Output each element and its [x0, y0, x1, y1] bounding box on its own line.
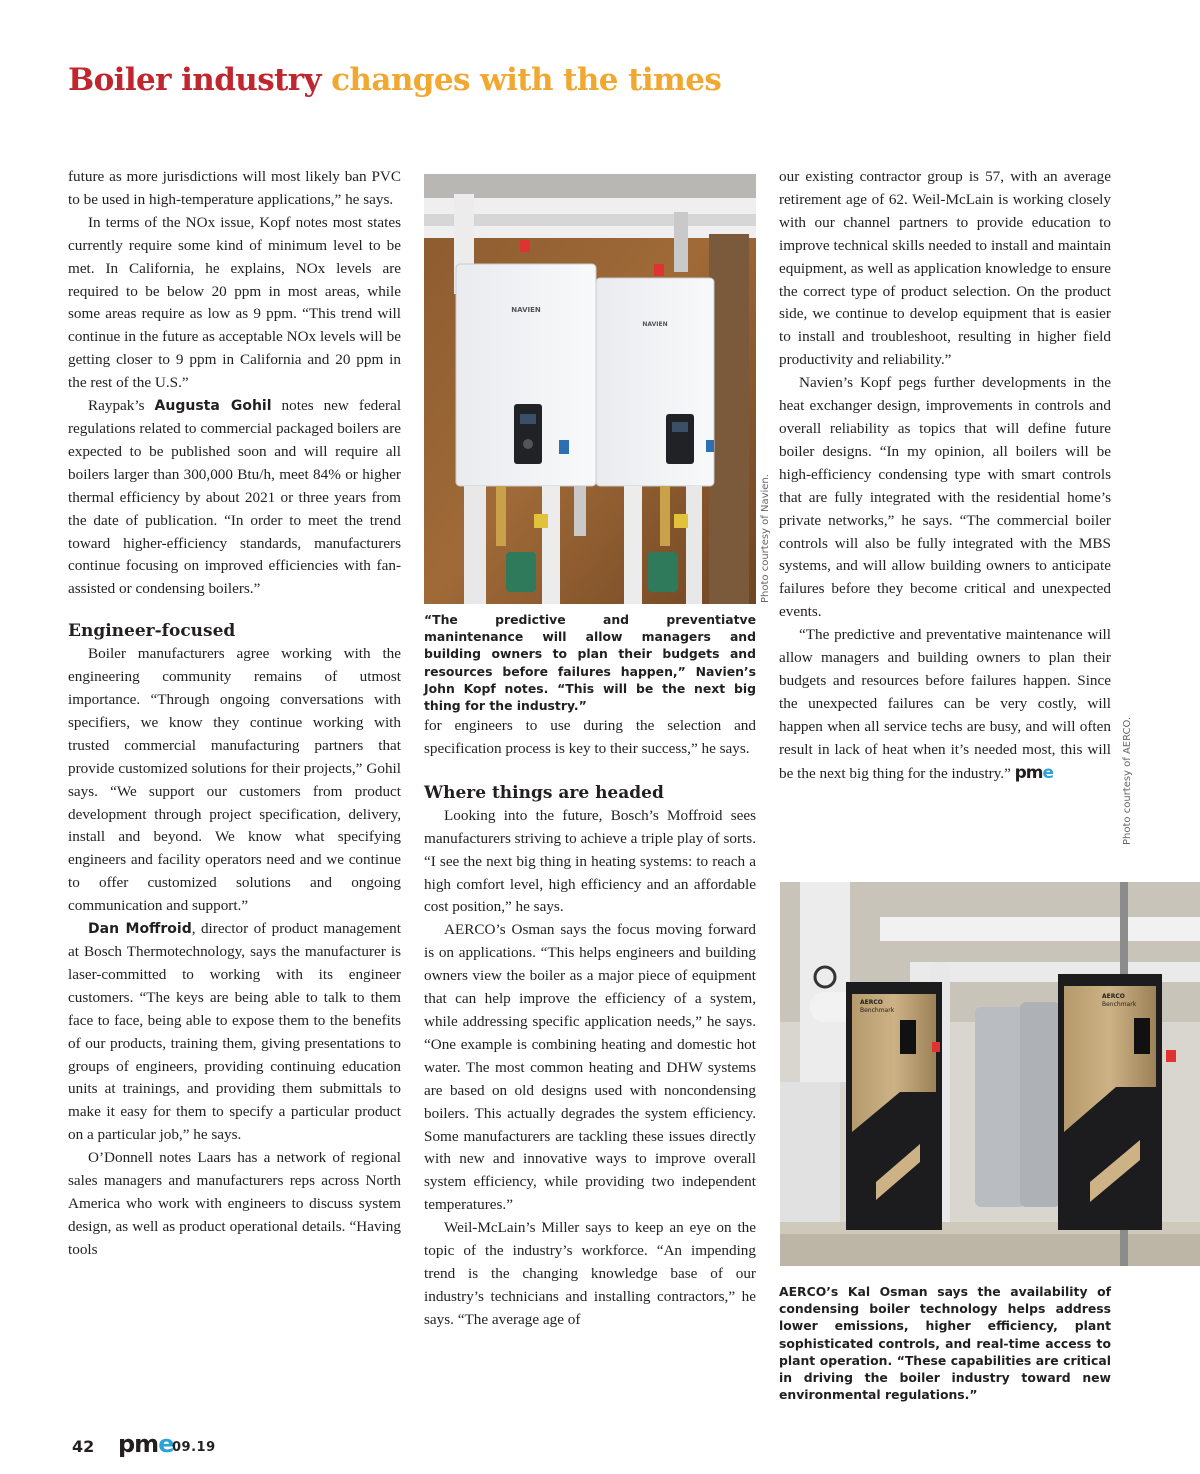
end-mark-logo [1015, 763, 1053, 783]
col1-paragraph-5 [68, 918, 401, 1147]
aerco-label-2: AERCO [1102, 993, 1125, 1000]
section-heading-where-things-are-headed: Where things are headed [424, 782, 664, 803]
person-name-gohil: Augusta Gohil [154, 398, 272, 415]
title-part-2: changes with the times [331, 62, 722, 98]
col3-paragraph-2: Navien’s Kopf pegs further developments in the heat exchanger design, improvements in controls and overall reliability as topics that will define future boiler designs. “In my opinion, all boilers will be high-efficiency condensing type with smart controls that are fully integrated with the residential home’s private networks,” he says. “The commercial boiler controls will also be fully integrated with the MBS systems, and will allow building owners to anticipate failures before they become critical and unexpected events. [779, 374, 1111, 621]
page-number: 42 [72, 1437, 95, 1456]
photo-navien-boilers [424, 174, 756, 604]
col2-paragraph-4: Weil-McLain’s Miller says to keep an eye on the topic of the industry’s workforce. “An impending trend is the changing knowledge base of our industry’s technicians and installing contractors,” he says. “The average age of [424, 1219, 756, 1328]
section-heading-engineer-focused: Engineer-focused [68, 621, 236, 642]
col1-paragraph-4: Boiler manufacturers agree working with the engineering community remains of utmost importance. “Through ongoing conversations with specifiers, we know they continue working with trusted commercial manufacturing partners that provide customized solutions for their projects,” Gohil says. “We support our customers from product development through project specification, delivery, install and beyond. We know what specifying engineers and facility operators need and we continue to offer customized solutions and ongoing communication and support.” [68, 645, 401, 915]
end-mark-e: e [1042, 762, 1054, 783]
col3-paragraph-3 [779, 624, 1111, 785]
caption-aerco: AERCO’s Kal Osman says the availability of condensing boiler technology helps address lower emissions, higher efficiency, plant sophisticated controls, and real-time access to plant operation. “These capabilities are critical in driving the boiler industry toward new environmental regulations.” [779, 1284, 1111, 1403]
issue-date: 09.19 [172, 1440, 216, 1455]
column-1 [68, 166, 401, 1262]
footer-logo-pm: pm [118, 1430, 159, 1458]
column-2 [424, 715, 756, 1332]
col1-p5-body: , director of product management at Bosch Thermotechnology, says the manufacturer is laser-committed to working with its engineer customers. “The keys are being able to talk to them face to face, being able to expose them to the benefits of our products, training them, giving presentations to groups of engineers, providing continuing education units at trainings, and providing them submittals to make it easy for them to specify a particular product on a particular job,” he says. [68, 920, 401, 1144]
photo-credit-aerco: Photo courtesy of AERCO. [1122, 716, 1133, 845]
col1-paragraph-3 [68, 395, 401, 601]
col2-paragraph-2: Looking into the future, Bosch’s Moffroid sees manufacturers striving to achieve a triple play of sorts. “I see the next big thing in heating systems: to reach a high comfort level, high efficiency and an affordable cost position,” he says. [424, 806, 756, 916]
navien-boilers-illustration [424, 174, 756, 604]
benchmark-label-2: Benchmark [1102, 1001, 1137, 1008]
title-part-1: Boiler industry [68, 62, 321, 98]
col3-p3-body: “The predictive and preventative maintenance will allow managers and building owners to plan their budgets and resources before failures happen. Since the unexpected failures can be very costly, will happen when all service techs are busy, and will often result in lack of heat when it’s needed most, this will be the next big thing for the industry.” [779, 626, 1111, 782]
col2-paragraph-3: AERCO’s Osman says the focus moving forward is on applications. “This helps engineers and building owners view the boiler as a major piece of equipment that can help improve the efficiency of a system, while addressing specific application needs,” he says. “One example is combining heating and domestic hot water. The most common heating and DHW systems are based on old designs used with noncondensing boilers. This actually degrades the system efficiency. Some manufacturers are tackling these issues directly with new and innovative ways to improve overall system efficiency, while providing two independent temperatures.” [424, 921, 756, 1214]
navien-label-2: NAVIEN [642, 321, 668, 328]
col1-paragraph-6: O’Donnell notes Laars has a network of regional sales managers and manufacturers reps across North America who work with engineers to discuss system design, as well as product operational details. “Having tools [68, 1149, 401, 1258]
column-3 [779, 166, 1111, 785]
col1-p3-lead: Raypak’s [88, 397, 145, 415]
aerco-label-1: AERCO [860, 999, 883, 1006]
caption-navien: “The predictive and preventiatve manintenance will allow managers and building owners to plan their budgets and resources before failures happen,” Navien’s John Kopf notes. “This will be the next big thing for the industry.” [424, 612, 756, 714]
col3-paragraph-1: our existing contractor group is 57, with an average retirement age of 62. Weil-McLain is working closely with our channel partners to provide education to improve technical skills needed to install and maintain equipment, as well as application knowledge to ensure the correct type of product selection. On the product side, we continue to develop equipment that is easier to install and troubleshoot, resulting in higher field productivity and reliability.” [779, 168, 1111, 369]
end-mark-pm: pm [1014, 762, 1043, 783]
article-title [68, 62, 721, 98]
benchmark-label-1: Benchmark [860, 1007, 895, 1014]
photo-credit-navien: Photo courtesy of Navien. [760, 474, 771, 603]
col2-paragraph-1: for engineers to use during the selection and specification process is key to their success,” he says. [424, 717, 756, 757]
aerco-boilers-illustration [780, 882, 1200, 1266]
footer-logo-e: e [158, 1430, 174, 1458]
col1-paragraph-1: future as more jurisdictions will most likely ban PVC to be used in high-temperature applications,” he says. [68, 168, 401, 208]
col1-p3-body: notes new federal regulations related to commercial packaged boilers are expected to be published soon and will require all boilers larger than 300,000 Btu/h, meet 84% or higher thermal efficiency by about 2021 or three years from the date of publication. “In order to meet the trend toward higher-efficiency standards, manufacturers continue focusing on improved efficiencies with fan-assisted or condensing boilers.” [68, 397, 402, 598]
footer-logo [118, 1430, 173, 1458]
photo-aerco-boilers [780, 882, 1200, 1266]
person-name-moffroid: Dan Moffroid [88, 921, 192, 938]
navien-label-1: NAVIEN [511, 306, 541, 314]
col1-paragraph-2: In terms of the NOx issue, Kopf notes most states currently require some kind of minimum level to be met. In California, he explains, NOx levels are required to be below 20 ppm in most areas, while some areas require as low as 9 ppm. “This trend will continue in the future as acceptable NOx levels will be getting closer to 9 ppm in California and 20 ppm in the rest of the U.S.” [68, 213, 401, 392]
